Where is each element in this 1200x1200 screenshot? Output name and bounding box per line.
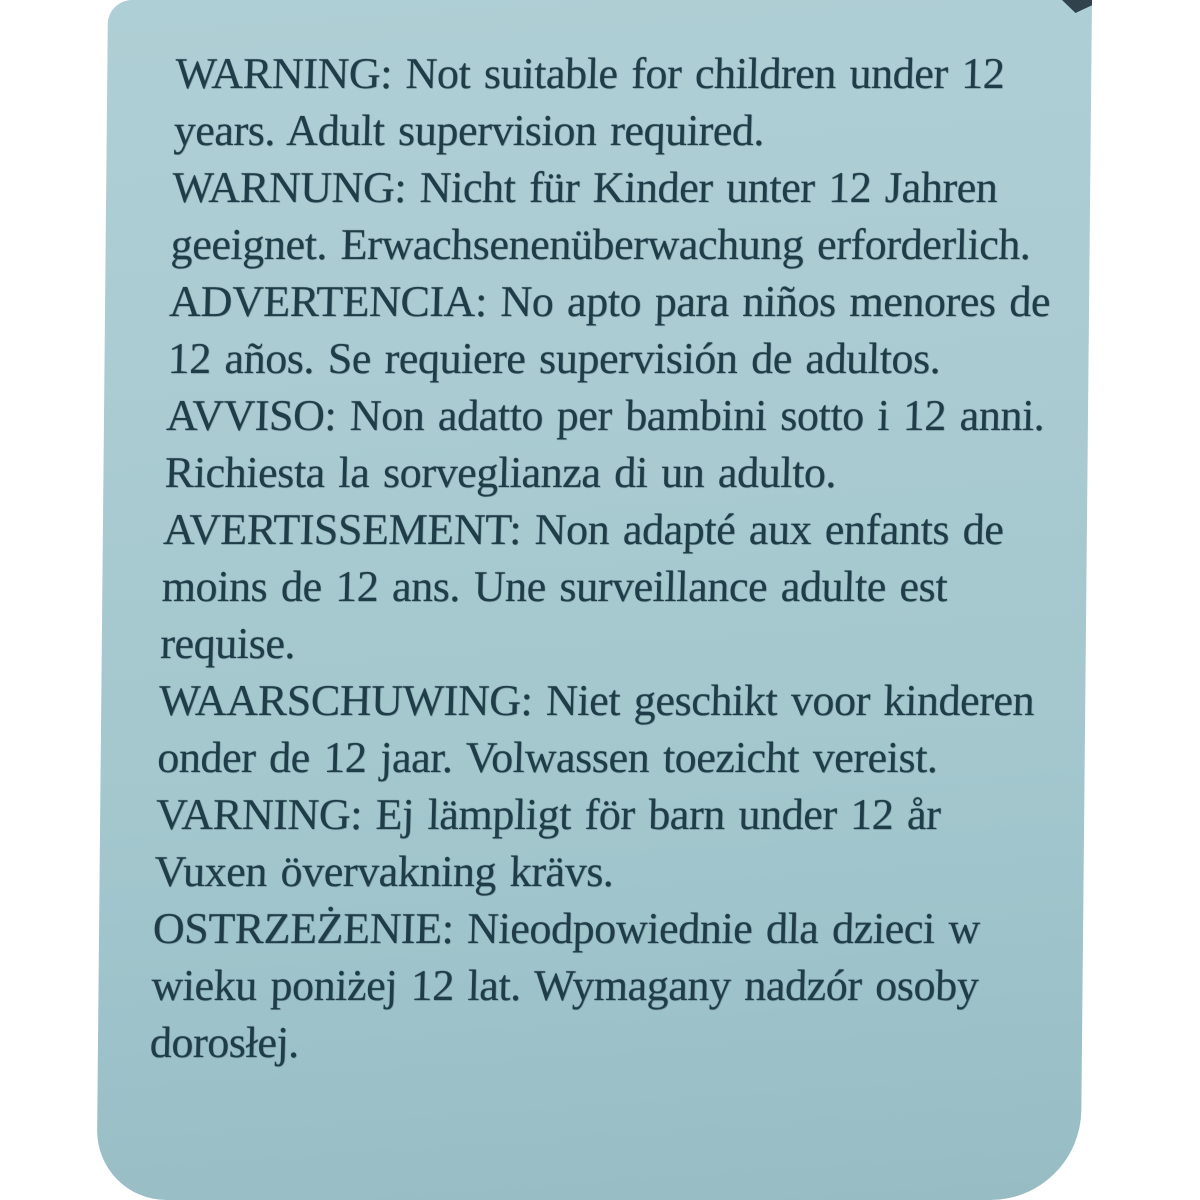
warning-line: onder de 12 jaar. Volwassen toezicht vereist. — [156, 733, 939, 782]
warning-line: moins de 12 ans. Une surveillance adulte est — [161, 562, 948, 611]
warning-line: 12 años. Se requiere supervisión de adultos. — [167, 334, 942, 383]
warning-line: geeignet. Erwachsenenüberwachung erforderlich. — [170, 220, 1032, 269]
warning-line: years. Adult supervision required. — [173, 106, 765, 155]
warning-line: WARNING: Not suitable for children under 12 — [174, 49, 1006, 98]
warning-line: Vuxen övervakning krävs. — [153, 847, 615, 896]
warning-section-italian — [164, 387, 1191, 501]
warning-section-swedish — [154, 786, 1181, 900]
warning-text-block — [0, 45, 1200, 1071]
warning-line: AVVISO: Non adatto per bambini sotto i 12 anni. — [165, 391, 1046, 440]
warning-line: VARNING: Ej lämpligt för barn under 12 år — [155, 790, 942, 839]
warning-section-dutch — [157, 672, 1184, 786]
warning-line: Richiesta la sorveglianza di un adulto. — [164, 448, 837, 497]
warning-section-french — [160, 501, 1188, 672]
warning-line: WARNUNG: Nicht für Kinder unter 12 Jahren — [171, 163, 999, 212]
warning-line: OSTRZEŻENIE: Nieodpowiednie dla dzieci w — [152, 904, 981, 953]
warning-section-spanish — [167, 273, 1194, 387]
warning-line: dorosłej. — [149, 1018, 300, 1067]
warning-line: ADVERTENCIA: No apto para niños menores de — [168, 277, 1051, 326]
warning-line: AVERTISSEMENT: Non adapté aux enfants de — [162, 505, 1005, 554]
warning-line: WAARSCHUWING: Niet geschikt voor kinderen — [158, 676, 1035, 725]
warning-line: requise. — [159, 619, 296, 668]
warning-section-english — [173, 45, 1200, 159]
warning-section-polish — [149, 900, 1177, 1071]
warning-line: wieku poniżej 12 lat. Wymagany nadzór osoby — [150, 961, 980, 1010]
warning-section-german — [170, 159, 1197, 273]
